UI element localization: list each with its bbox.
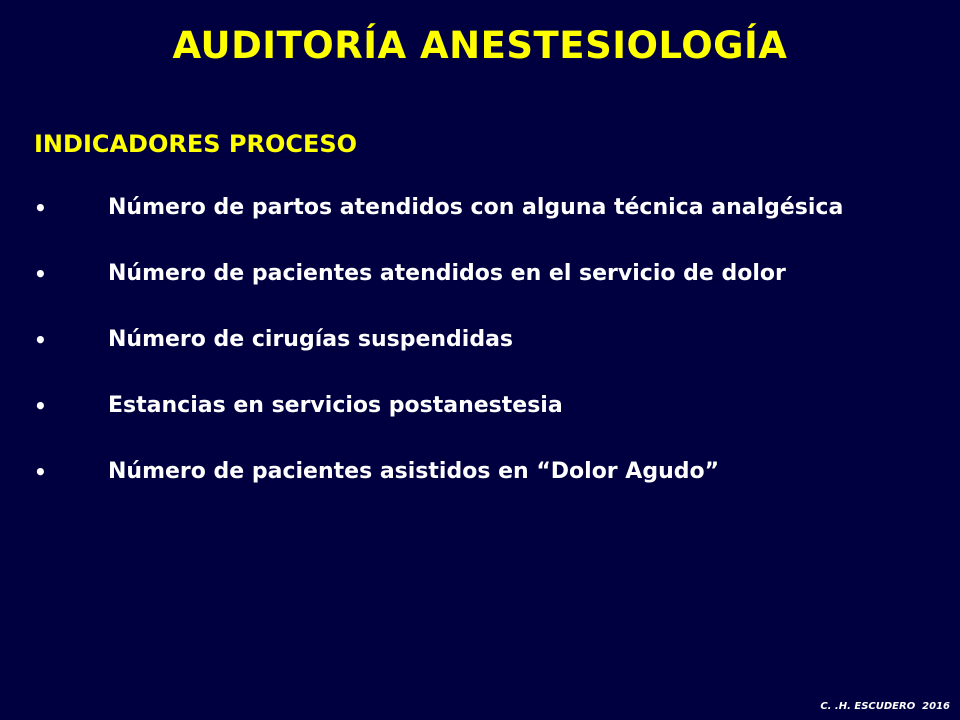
bullet-icon: •	[34, 196, 47, 220]
slide-title: AUDITORÍA ANESTESIOLOGÍA	[172, 24, 788, 67]
section-heading: INDICADORES PROCESO	[34, 130, 358, 158]
bullet-icon: •	[34, 328, 47, 352]
bullet-text: Número de partos atendidos con alguna técnica analgésica	[108, 195, 844, 220]
bullet-item-partos	[34, 186, 924, 230]
bullet-item-dolor-agudo	[34, 450, 924, 494]
bullet-item-estancias	[34, 384, 924, 428]
footer-credit: C. .H. ESCUDERO 2016	[820, 701, 950, 712]
bullet-text: Número de pacientes asistidos en “Dolor Agudo”	[108, 459, 720, 484]
bullet-item-cirugias	[34, 318, 924, 362]
bullet-text: Estancias en servicios postanestesia	[108, 393, 563, 418]
bullet-icon: •	[34, 262, 47, 286]
bullet-text: Número de cirugías suspendidas	[108, 327, 514, 352]
bullet-list	[34, 186, 924, 516]
bullet-icon: •	[34, 460, 47, 484]
bullet-text: Número de pacientes atendidos en el servicio de dolor	[108, 261, 786, 286]
bullet-item-servicio-dolor	[34, 252, 924, 296]
bullet-icon: •	[34, 394, 47, 418]
